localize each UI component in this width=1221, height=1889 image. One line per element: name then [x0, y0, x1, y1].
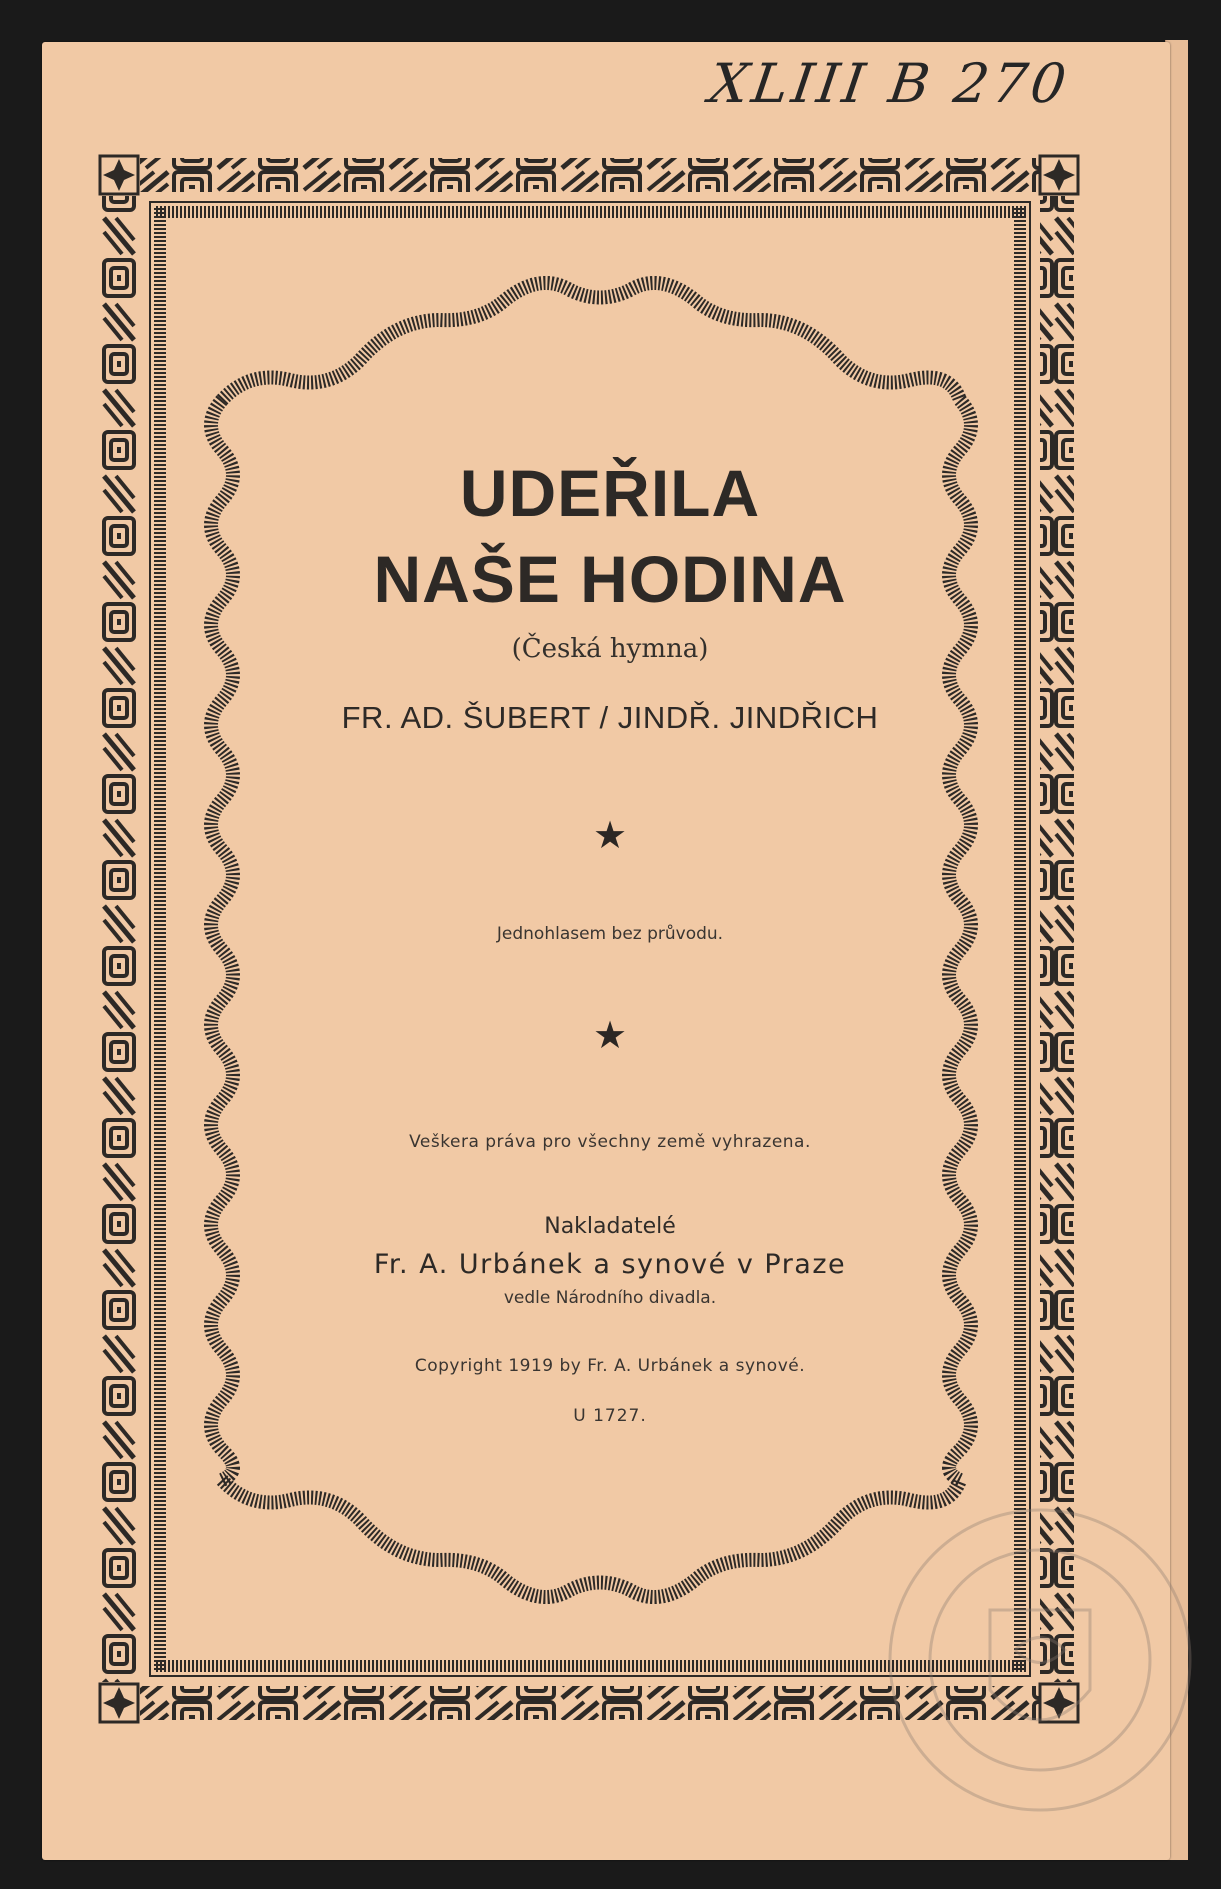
star-icon: ★ [592, 1013, 628, 1057]
corner-star-icon [100, 1684, 138, 1722]
left-meander-band [102, 196, 136, 1682]
authors: FR. AD. ŠUBERT / JINDŘ. JINDŘICH [341, 700, 879, 735]
publisher-name: Fr. A. Urbánek a synové v Praze [373, 1249, 847, 1280]
rights-notice: Veškera práva pro všechny země vyhrazena. [409, 1132, 811, 1152]
star-icon: ★ [592, 813, 628, 857]
title-line-2: NAŠE HODINA [373, 542, 847, 616]
copyright-line: Copyright 1919 by Fr. A. Urbánek a synové. [414, 1356, 806, 1376]
right-meander-band [1040, 196, 1074, 1682]
handwritten-shelfmark: XLIII B 270 [705, 52, 1074, 115]
museum-stamp-icon [880, 1500, 1200, 1820]
plate-number: U 1727. [573, 1406, 647, 1426]
publisher-address: vedle Národního divadla. [503, 1288, 717, 1308]
arrangement-note: Jednohlasem bez průvodu. [496, 924, 724, 944]
title-line-1: UDEŘILA [459, 456, 761, 530]
cover-content [250, 450, 970, 1426]
title [250, 450, 970, 622]
top-meander-band [140, 158, 1074, 192]
corner-star-icon [1040, 156, 1078, 194]
publishers-label: Nakladatelé [544, 1214, 676, 1239]
subtitle: (Česká hymna) [511, 634, 709, 664]
corner-star-icon [100, 156, 138, 194]
